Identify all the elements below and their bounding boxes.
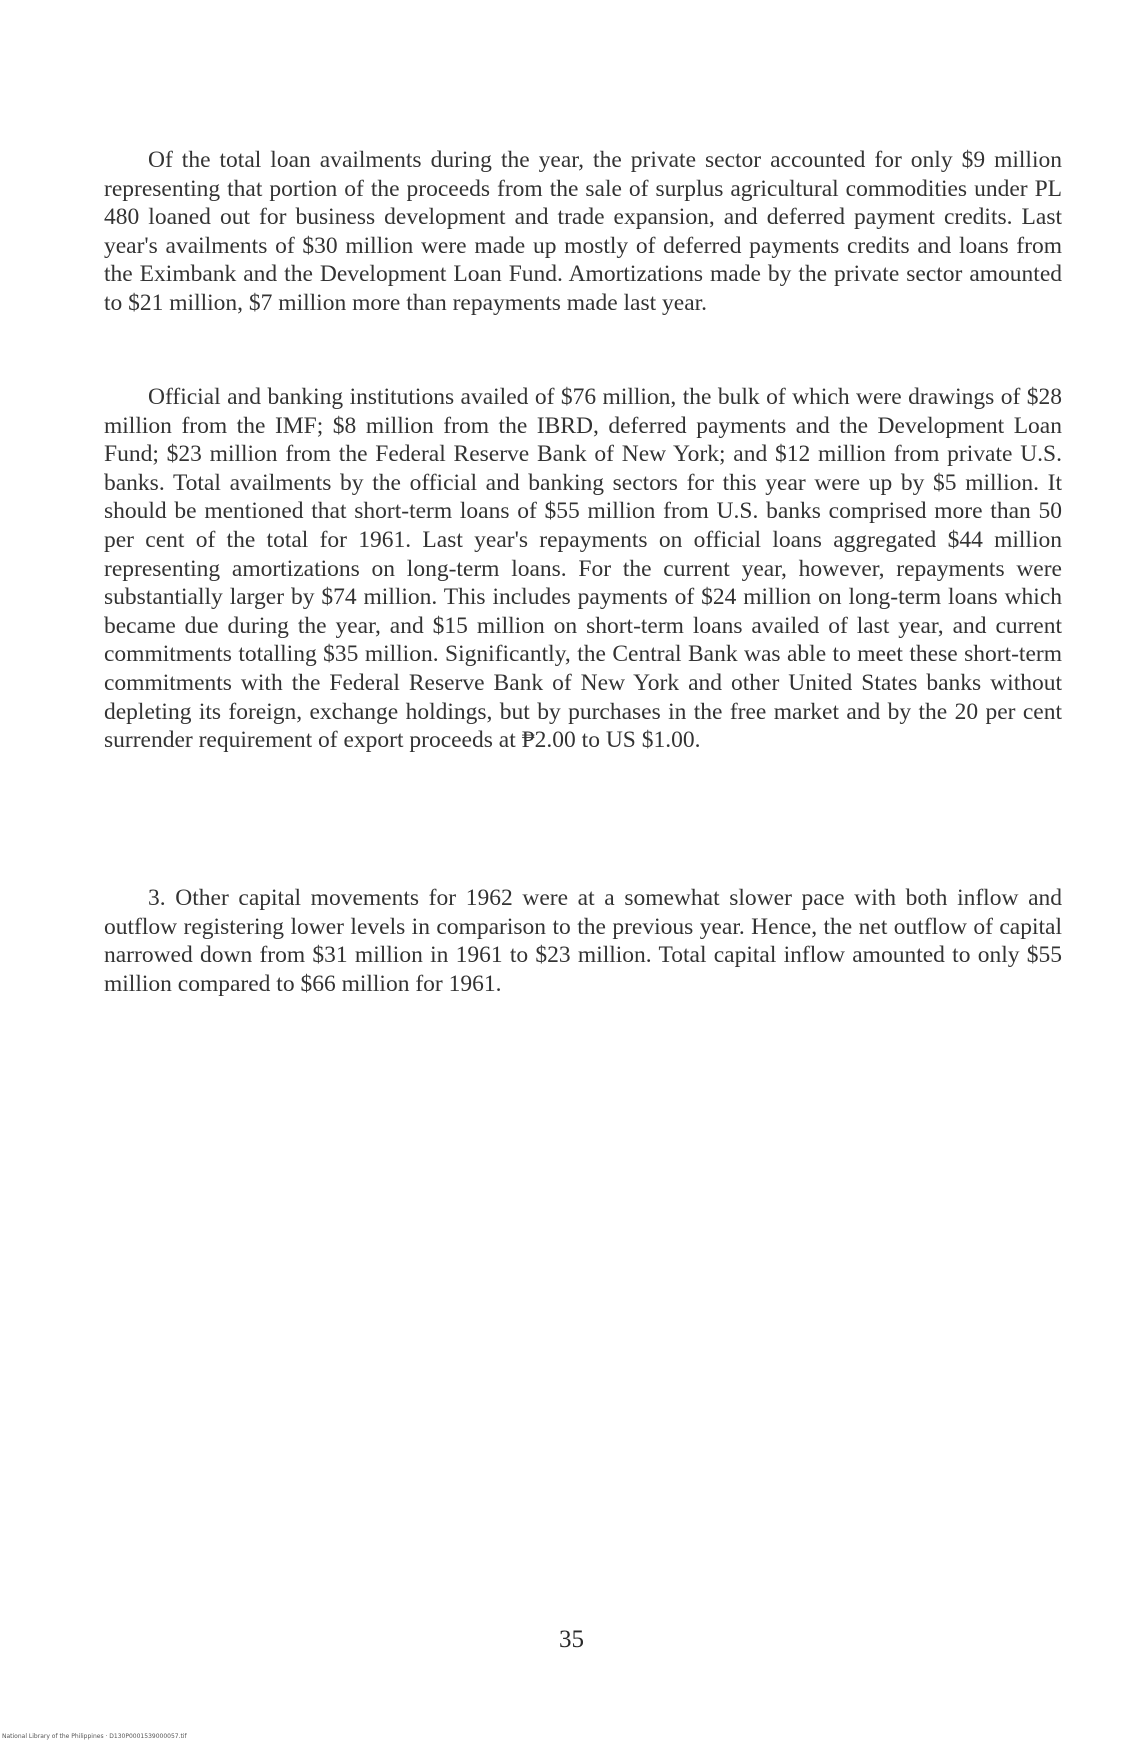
archive-footer-label: National Library of the Philippines · D130P0001539000057.tif <box>2 1733 187 1740</box>
page-number: 35 <box>559 1626 584 1653</box>
paragraph-official-banking-institutions: Official and banking institutions availed of $76 million, the bulk of which were drawings of $28 million from the IMF; $8 million from the IBRD, deferred payments and the Development Loan Fund; $23 million from the Federal Reserve Bank of New York; and $12 million from private U.S. banks. Total availments by the official and banking sectors for this year were up by $5 million. It should be mentioned that short-term loans of $55 million from U.S. banks comprised more than 50 per cent of the total for 1961. Last year's repayments on official loans aggregated $44 million representing amortizations on long-term loans. For the current year, however, repayments were substantially larger by $74 million. This includes payments of $24 million on long-term loans which became due during the year, and $15 million on short-term loans availed of last year, and current commitments totalling $35 million. Significantly, the Central Bank was able to meet these short-term commitments with the Federal Reserve Bank of New York and other United States banks without depleting its foreign, exchange holdings, but by purchases in the free market and by the 20 per cent surrender requirement of export proceeds at ₱2.00 to US $1.00. <box>104 384 1062 754</box>
paragraph-other-capital-movements: 3. Other capital movements for 1962 were at a somewhat slower pace with both inflow and outflow registering lower levels in comparison to the previous year. Hence, the net outflow of capital narrowed down from $31 million in 1961 to $23 million. Total capital inflow amounted to only $55 million compared to $66 million for 1961. <box>104 885 1062 997</box>
paragraph-private-sector-loans: Of the total loan availments during the year, the private sector accounted for only $9 million representing that portion of the proceeds from the sale of surplus agricultural commodities under PL 480 loaned out for business development and trade expansion, and deferred payment credits. Last year's availments of $30 million were made up mostly of deferred payments credits and loans from the Eximbank and the Development Loan Fund. Amortizations made by the private sector amounted to $21 million, $7 million more than repayments made last year. <box>104 147 1062 316</box>
